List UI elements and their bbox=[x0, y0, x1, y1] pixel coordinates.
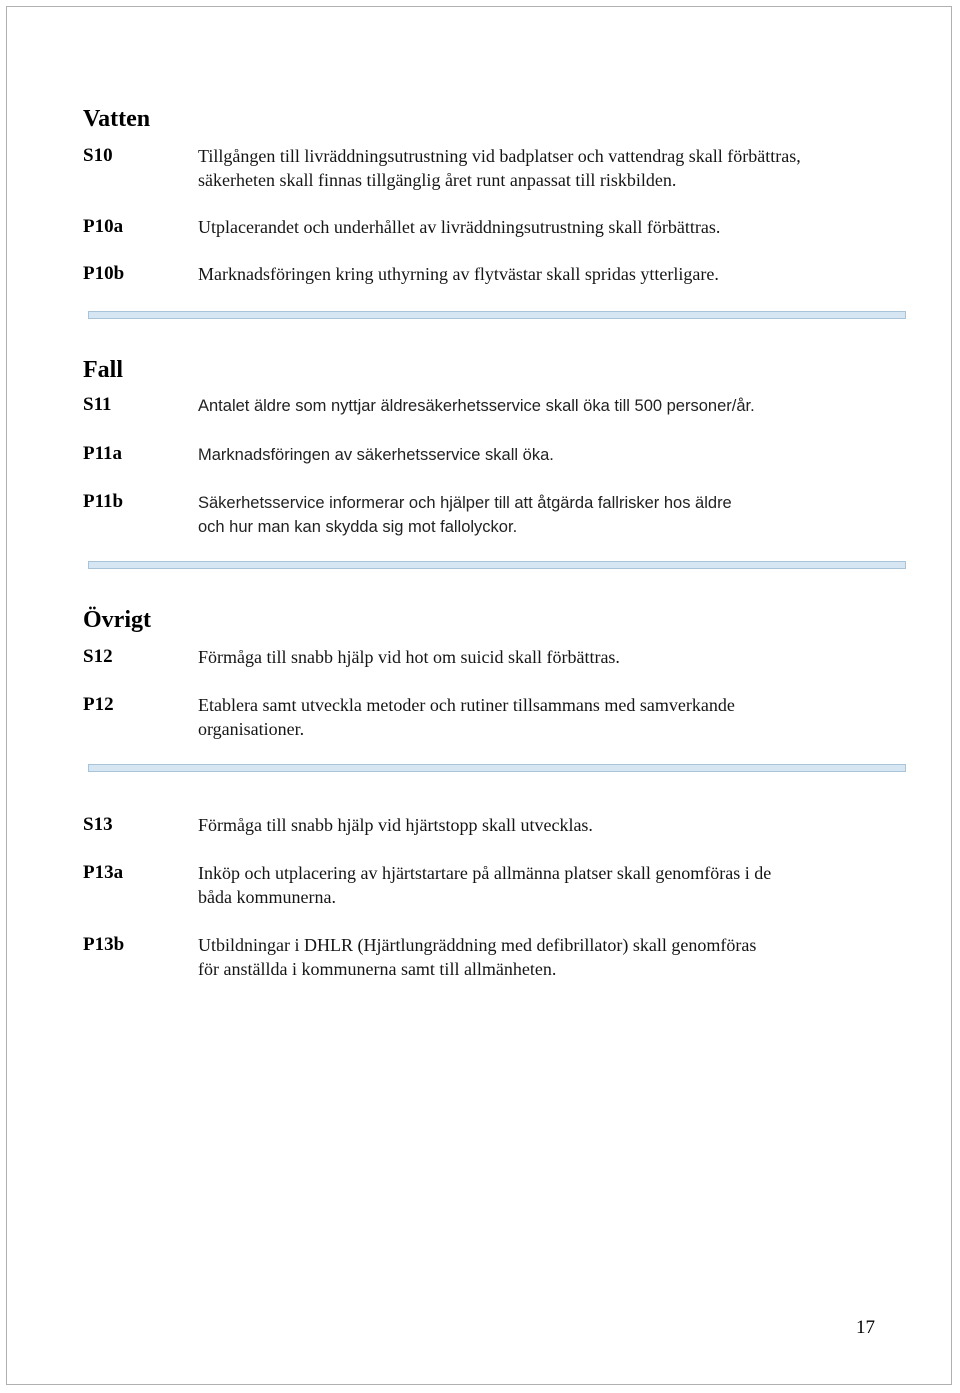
item-code: S10 bbox=[83, 145, 113, 166]
item-code: P12 bbox=[83, 694, 114, 715]
section-divider bbox=[88, 561, 906, 569]
section-heading-fall: Fall bbox=[83, 357, 123, 383]
item-text: Inköp och utplacering av hjärtstartare på allmänna platser skall genomföras i de båda kommunerna. bbox=[198, 863, 772, 907]
item-text: Marknadsföringen av säkerhetsservice skall öka. bbox=[198, 446, 554, 464]
item-text: Marknadsföringen kring uthyrning av flytvästar skall spridas ytterligare. bbox=[198, 264, 719, 284]
item-text: Förmåga till snabb hjälp vid hjärtstopp skall utvecklas. bbox=[198, 815, 593, 835]
item-text: Antalet äldre som nyttjar äldresäkerhetsservice skall öka till 500 personer/år. bbox=[198, 397, 755, 415]
section-divider bbox=[88, 764, 906, 772]
item-text: Säkerhetsservice informerar och hjälper till att åtgärda fallrisker hos äldre och hur man kan skydda sig mot fallolyckor. bbox=[198, 494, 732, 536]
item-code: S12 bbox=[83, 646, 113, 667]
item-text: Tillgången till livräddningsutrustning vid badplatser och vattendrag skall förbättras, säkerheten skall finnas tillgänglig året runt anpassat till riskbilden. bbox=[198, 146, 801, 190]
item-code: P11a bbox=[83, 443, 123, 464]
item-text: Förmåga till snabb hjälp vid hot om suicid skall förbättras. bbox=[198, 647, 620, 667]
item-code: P13b bbox=[83, 934, 125, 955]
item-text: Utplacerandet och underhållet av livräddningsutrustning skall förbättras. bbox=[198, 217, 721, 237]
item-code: P11b bbox=[83, 491, 124, 512]
section-heading-ovrigt: Övrigt bbox=[83, 607, 151, 633]
item-code: P10a bbox=[83, 216, 124, 237]
item-text: Utbildningar i DHLR (Hjärtlungräddning med defibrillator) skall genomföras för anställda i kommunerna samt till allmänheten. bbox=[198, 935, 757, 979]
item-code: P13a bbox=[83, 862, 124, 883]
page-number: 17 bbox=[856, 1317, 875, 1338]
item-text: Etablera samt utveckla metoder och rutiner tillsammans med samverkande organisationer. bbox=[198, 695, 735, 739]
section-divider bbox=[88, 311, 906, 319]
item-code: S13 bbox=[83, 814, 113, 835]
section-heading-vatten: Vatten bbox=[83, 106, 151, 132]
item-code: P10b bbox=[83, 263, 125, 284]
item-code: S11 bbox=[83, 394, 112, 415]
